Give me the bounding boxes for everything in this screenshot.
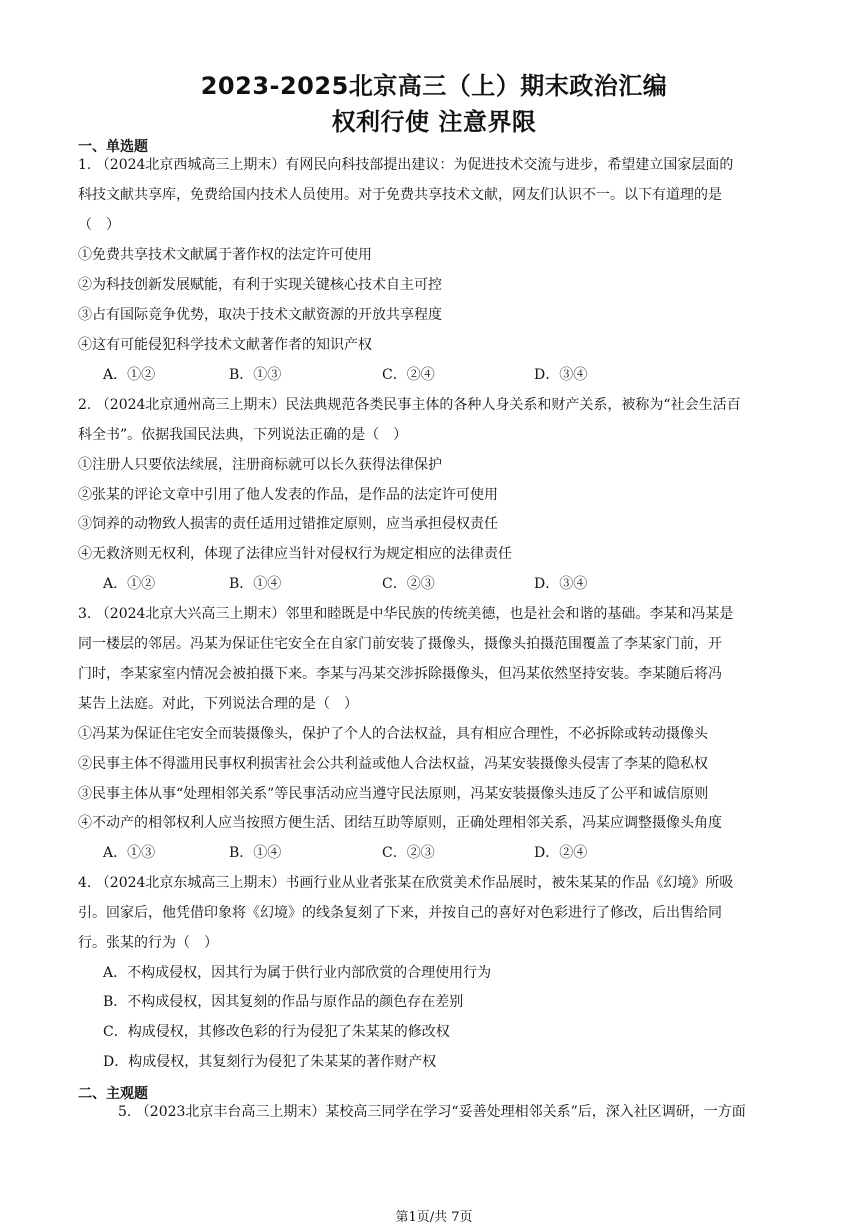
question-4-line: 4. （2024北京东城高三上期末）书画行业从业者张某在欣赏美术作品展时，被朱某某的作品《幻境》所吸: [78, 875, 734, 891]
question-3-line: 3. （2024北京大兴高三上期末）邻里和睦既是中华民族的传统美德，也是社会和谐的基础。李某和冯某是: [78, 606, 734, 622]
option-b[interactable]: B．不构成侵权，因其复刻的作品与原作品的颜色存在差别: [103, 994, 464, 1010]
option-c[interactable]: C．构成侵权，其修改色彩的行为侵犯了朱某某的修改权: [103, 1024, 450, 1040]
question-1-line: （ ）: [78, 217, 120, 233]
document-subtitle: 权利行使 注意界限: [331, 108, 537, 136]
question-3-line: 门时，李某家室内情况会被拍摄下来。李某与冯某交涉拆除摄像头，但冯某依然坚持安装。李某随后将冯: [78, 666, 722, 682]
document-title: 2023-2025北京高三（上）期末政治汇编: [200, 72, 668, 100]
question-5-line: 5. （2023北京丰台高三上期末）某校高三同学在学习“妥善处理相邻关系”后，深入社区调研，一方面: [118, 1104, 746, 1120]
question-3-options: [103, 843, 753, 863]
question-1-statement: ③占有国际竞争优势，取决于技术文献资源的开放共享程度: [78, 307, 442, 323]
question-3-statement: ①冯某为保证住宅安全而装摄像头，保护了个人的合法权益，具有相应合理性，不必拆除或转动摄像头: [78, 726, 708, 742]
question-3-statement: ③民事主体从事“处理相邻关系”等民事活动应当遵守民法原则，冯某安装摄像头违反了公平和诚信原则: [78, 786, 709, 802]
page-footer: 第1页/共 7页: [395, 1210, 473, 1225]
option-d[interactable]: D．②④: [534, 845, 588, 861]
question-1-line: 1. （2024北京西城高三上期末）有网民向科技部提出建议：为促进技术交流与进步，希望建立国家层面的: [78, 157, 734, 173]
question-2-statement: ③饲养的动物致人损害的责任适用过错推定原则，应当承担侵权责任: [78, 516, 498, 532]
question-3-statement: ④不动产的相邻权利人应当按照方便生活、团结互助等原则，正确处理相邻关系，冯某应调整摄像头角度: [78, 815, 722, 831]
option-a[interactable]: A．①②: [103, 576, 156, 592]
question-1-line: 科技文献共享库，免费给国内技术人员使用。对于免费共享技术文献，网友们认识不一。以下有道理的是: [78, 187, 722, 203]
option-d[interactable]: D．③④: [534, 576, 588, 592]
question-4-line: 行。张某的行为（ ）: [78, 935, 218, 951]
option-d[interactable]: D．③④: [534, 367, 588, 383]
option-c[interactable]: C．②③: [382, 845, 435, 861]
question-2-statement: ④无救济则无权利，体现了法律应当针对侵权行为规定相应的法律责任: [78, 546, 512, 562]
question-2-statement: ①注册人只要依法续展，注册商标就可以长久获得法律保护: [78, 457, 442, 473]
question-3-statement: ②民事主体不得滥用民事权利损害社会公共利益或他人合法权益，冯某安装摄像头侵害了李某的隐私权: [78, 756, 708, 772]
question-1-statement: ④这有可能侵犯科学技术文献著作者的知识产权: [78, 337, 372, 353]
option-b[interactable]: B．①③: [229, 367, 282, 383]
option-b[interactable]: B．①④: [229, 845, 282, 861]
section-heading-single-choice: 一、单选题: [78, 139, 148, 155]
option-d[interactable]: D．构成侵权，其复刻行为侵犯了朱某某的著作财产权: [103, 1054, 437, 1070]
option-a[interactable]: A．不构成侵权，因其行为属于供行业内部欣赏的合理使用行为: [103, 965, 492, 981]
option-b[interactable]: B．①④: [229, 576, 282, 592]
question-2-options: [103, 574, 753, 594]
question-1-statement: ①免费共享技术文献属于著作权的法定许可使用: [78, 247, 372, 263]
question-2-line: 2. （2024北京通州高三上期末）民法典规范各类民事主体的各种人身关系和财产关系，被称为“社会生活百: [78, 397, 741, 413]
question-3-line: 同一楼层的邻居。冯某为保证住宅安全在自家门前安装了摄像头，摄像头拍摄范围覆盖了李某家门前，开: [78, 636, 722, 652]
option-c[interactable]: C．②③: [382, 576, 435, 592]
question-3-line: 某告上法庭。对此，下列说法合理的是（ ）: [78, 696, 358, 712]
question-2-line: 科全书”。依据我国民法典，下列说法正确的是（ ）: [78, 427, 408, 443]
question-1-options: [103, 365, 753, 385]
option-a[interactable]: A．①③: [103, 845, 156, 861]
option-a[interactable]: A．①②: [103, 367, 156, 383]
section-heading-subjective: 二、主观题: [78, 1086, 148, 1102]
question-4-line: 引。回家后，他凭借印象将《幻境》的线条复刻了下来，并按自己的喜好对色彩进行了修改，后出售给同: [78, 905, 722, 921]
question-1-statement: ②为科技创新发展赋能，有利于实现关键核心技术自主可控: [78, 277, 442, 293]
question-2-statement: ②张某的评论文章中引用了他人发表的作品，是作品的法定许可使用: [78, 487, 498, 503]
option-c[interactable]: C．②④: [382, 367, 435, 383]
